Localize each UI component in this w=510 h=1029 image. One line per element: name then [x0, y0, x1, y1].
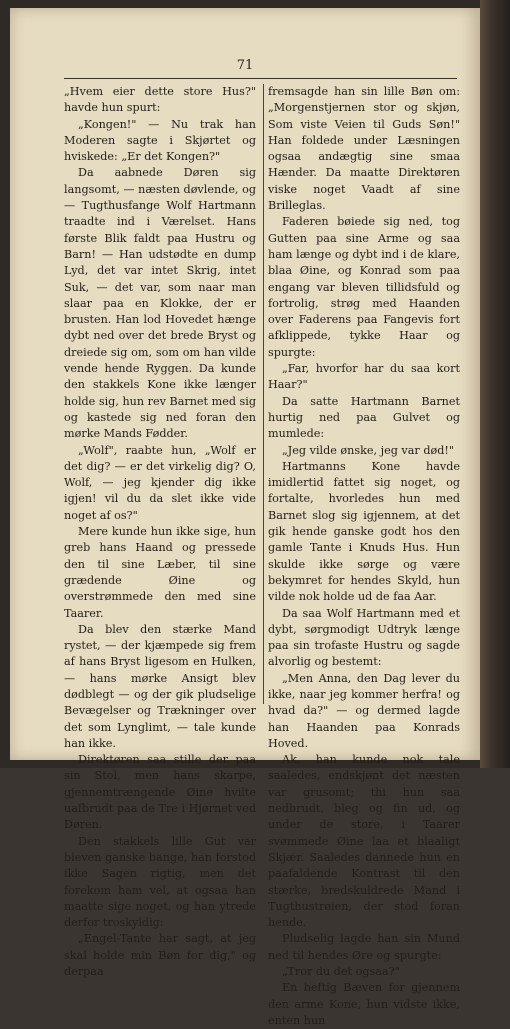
- paragraph: Mere kunde hun ikke sige, hun greb hans Haand og pressede den til sine Læber, til sine grædende Øine og overstrømmede den med sine Taarer.: [64, 525, 256, 620]
- paragraph: „Jeg vilde ønske, jeg var død!": [282, 443, 455, 457]
- right-column: [268, 84, 460, 1029]
- paragraph: Da aabnede Døren sig langsomt, — næsten døvlende, og — Tugthusfange Wolf Hartmann traadte ind i Værelset. Hans første Blik faldt paa Hustru og Barn! — Han udstødte en dump Lyd, det var intet Skrig, intet Suk, — det var, som naar man slaar paa en Klokke, der er brusten. Han lod Hovedet hænge dybt ned over det brede Bryst og dreiede sig om, som om han vilde vende hende Ryggen. Da kunde den stakkels Kone ikke længer holde sig, hun rev Barnet med sig og kastede sig ned foran den mørke Mands Fødder.: [64, 166, 257, 441]
- paragraph: „Hvem eier dette store Hus?" havde hun spurt:: [64, 85, 256, 115]
- paragraph: „Kongen!" — Nu trak han Moderen sagte i Skjørtet og hviskede: „Er det Kongen?": [64, 117, 256, 164]
- paragraph: Da blev den stærke Mand rystet, — der kjæmpede sig frem af hans Bryst ligesom en Hulken, — hans mørke Ansigt blev dødblegt — og der gik pludselige Bevægelser og Trækninger over det som Lynglimt, — tale kunde han ikke.: [64, 622, 256, 750]
- column-divider: [263, 84, 264, 704]
- paragraph: Da satte Hartmann Barnet hurtig ned paa Gulvet og mumlede:: [268, 394, 460, 441]
- paragraph: Pludselig lagde han sin Mund ned til hendes Øre og spurgte:: [268, 932, 460, 962]
- paragraph: En heftig Bæven for gjennem den arme Kone, hun vidste ikke, enten hun: [268, 981, 460, 1027]
- book-page: [10, 8, 480, 1027]
- paragraph: Den stakkels lille Gut var bleven ganske bange, han forstod ikke Sagen rigtig, men det forekom ham vel, at ogsaa han maatte sige noget, og han ytrede derfor troskyldig:: [64, 834, 256, 930]
- book-spine: [480, 0, 510, 768]
- paragraph: „Far, hvorfor har du saa kort Haar?": [268, 362, 460, 392]
- paragraph: „Men Anna, den Dag lever du ikke, naar jeg kommer herfra! og hvad da?" — og dermed lagde han Haanden paa Konrads Hoved.: [268, 671, 460, 750]
- header-rule: [64, 78, 457, 79]
- paragraph: „Engel-Tante har sagt, at jeg skal holde min Bøn for dig," og derpaa: [64, 932, 256, 979]
- paragraph: Ak, han kunde nok tale saaledes, endskjønt det næsten var grusomt; thi hun saa nedbrudt, bleg og fin ud, og under de store, i Taarer svømmede Øine laa et blaaligt Skjær. Saaledes dannede hun en paafaldende Kontrast til den stærke, bredskuldrede Mand i Tugthustrøien, der stod foran hende.: [268, 753, 460, 930]
- paragraph: Faderen bøiede sig ned, tog Gutten paa sine Arme og saa ham længe og dybt ind i de klare, blaa Øine, og Konrad som paa engang var bleven tillidsfuld og fortrolig, strøg med Haanden over Faderens paa Fangevis fort afklippede, tykke Haar og spurgte:: [268, 215, 460, 359]
- paragraph: Da saa Wolf Hartmann med et dybt, sørgmodigt Udtryk længe paa sin trofaste Hustru og sagde alvorlig og bestemt:: [268, 606, 460, 669]
- left-column: [64, 84, 256, 980]
- paragraph: Direktøren saa stille der paa sin Stol, men hans skarpe, gjennemtrængende Øine hvilte uafbrudt paa de Tre i Hjørnet ved Døren.: [64, 753, 256, 832]
- paragraph: „Tror du det ogsaa?": [282, 965, 400, 979]
- paragraph: Hartmanns Kone havde imidlertid fattet sig noget, og fortalte, hvorledes hun med Barnet slog sig igjennem, at det gik hende ganske godt hos den gamle Tante i Knuds Hus. Hun skulde ikke sørge og være bekymret for hendes Skyld, hun vilde nok holde ud de faa Aar.: [268, 459, 460, 604]
- paragraph: fremsagde han sin lille Bøn om: „Morgenstjernen stor og skjøn, Som viste Veien til Guds Søn!" Han foldede under Læsningen ogsaa andægtig sine smaa Hænder. Da maatte Direktøren viske noget Vaadt af sine Brilleglas.: [268, 85, 460, 213]
- paragraph: „Wolf", raabte hun, „Wolf er det dig? — er det virkelig dig? O, Wolf, — jeg kjender dig ikke igjen! vil du da slet ikke vide noget af os?": [64, 443, 256, 522]
- page-number: 71: [236, 58, 254, 73]
